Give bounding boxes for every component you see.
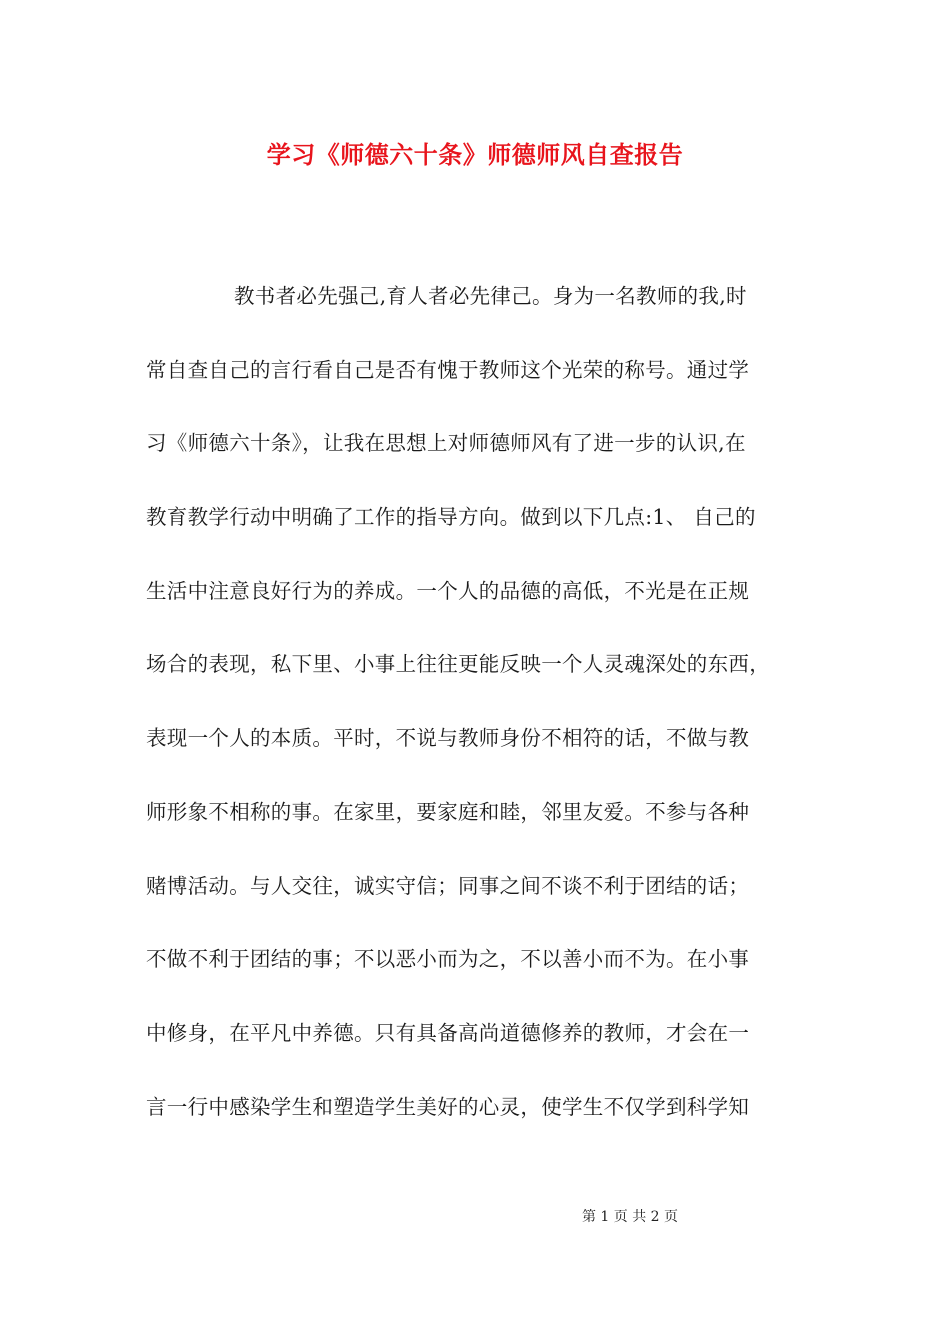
body-line: 言一行中感染学生和塑造学生美好的心灵，使学生不仅学到科学知 [146, 1094, 750, 1119]
body-line: 赌博活动。与人交往，诚实守信；同事之间不谈不利于团结的话； [146, 873, 750, 898]
body-line: 常自查自己的言行看自己是否有愧于教师这个光荣的称号。通过学 [146, 357, 750, 382]
body-line: 教书者必先强己,育人者必先律己。身为一名教师的我,时 [234, 284, 747, 308]
body-line: 表现一个人的本质。平时，不说与教师身份不相符的话，不做与教 [146, 726, 750, 751]
page-number: 第 1 页 共 2 页 [581, 1209, 679, 1225]
body-line: 教育教学行动中明确了工作的指导方向。做到以下几点:1、 自己的 [146, 505, 756, 530]
page-footer [0, 1205, 950, 1229]
body-line: 不做不利于团结的事；不以恶小而为之，不以善小而不为。在小事 [146, 947, 750, 972]
body-line: 中修身，在平凡中养德。只有具备高尚道德修养的教师，才会在一 [146, 1020, 750, 1045]
body-line: 师形象不相称的事。在家里，要家庭和睦，邻里友爱。不参与各种 [146, 799, 750, 824]
body-line: 习《师德六十条》，让我在思想上对师德师风有了进一步的认识,在 [146, 431, 746, 456]
document-body [146, 276, 816, 1160]
body-line: 场合的表现，私下里、小事上往往更能反映一个人灵魂深处的东西， [146, 652, 770, 677]
body-line: 生活中注意良好行为的养成。一个人的品德的高低，不光是在正规 [146, 578, 750, 603]
document-title: 学习《师德六十条》师德师风自查报告 [266, 140, 684, 169]
